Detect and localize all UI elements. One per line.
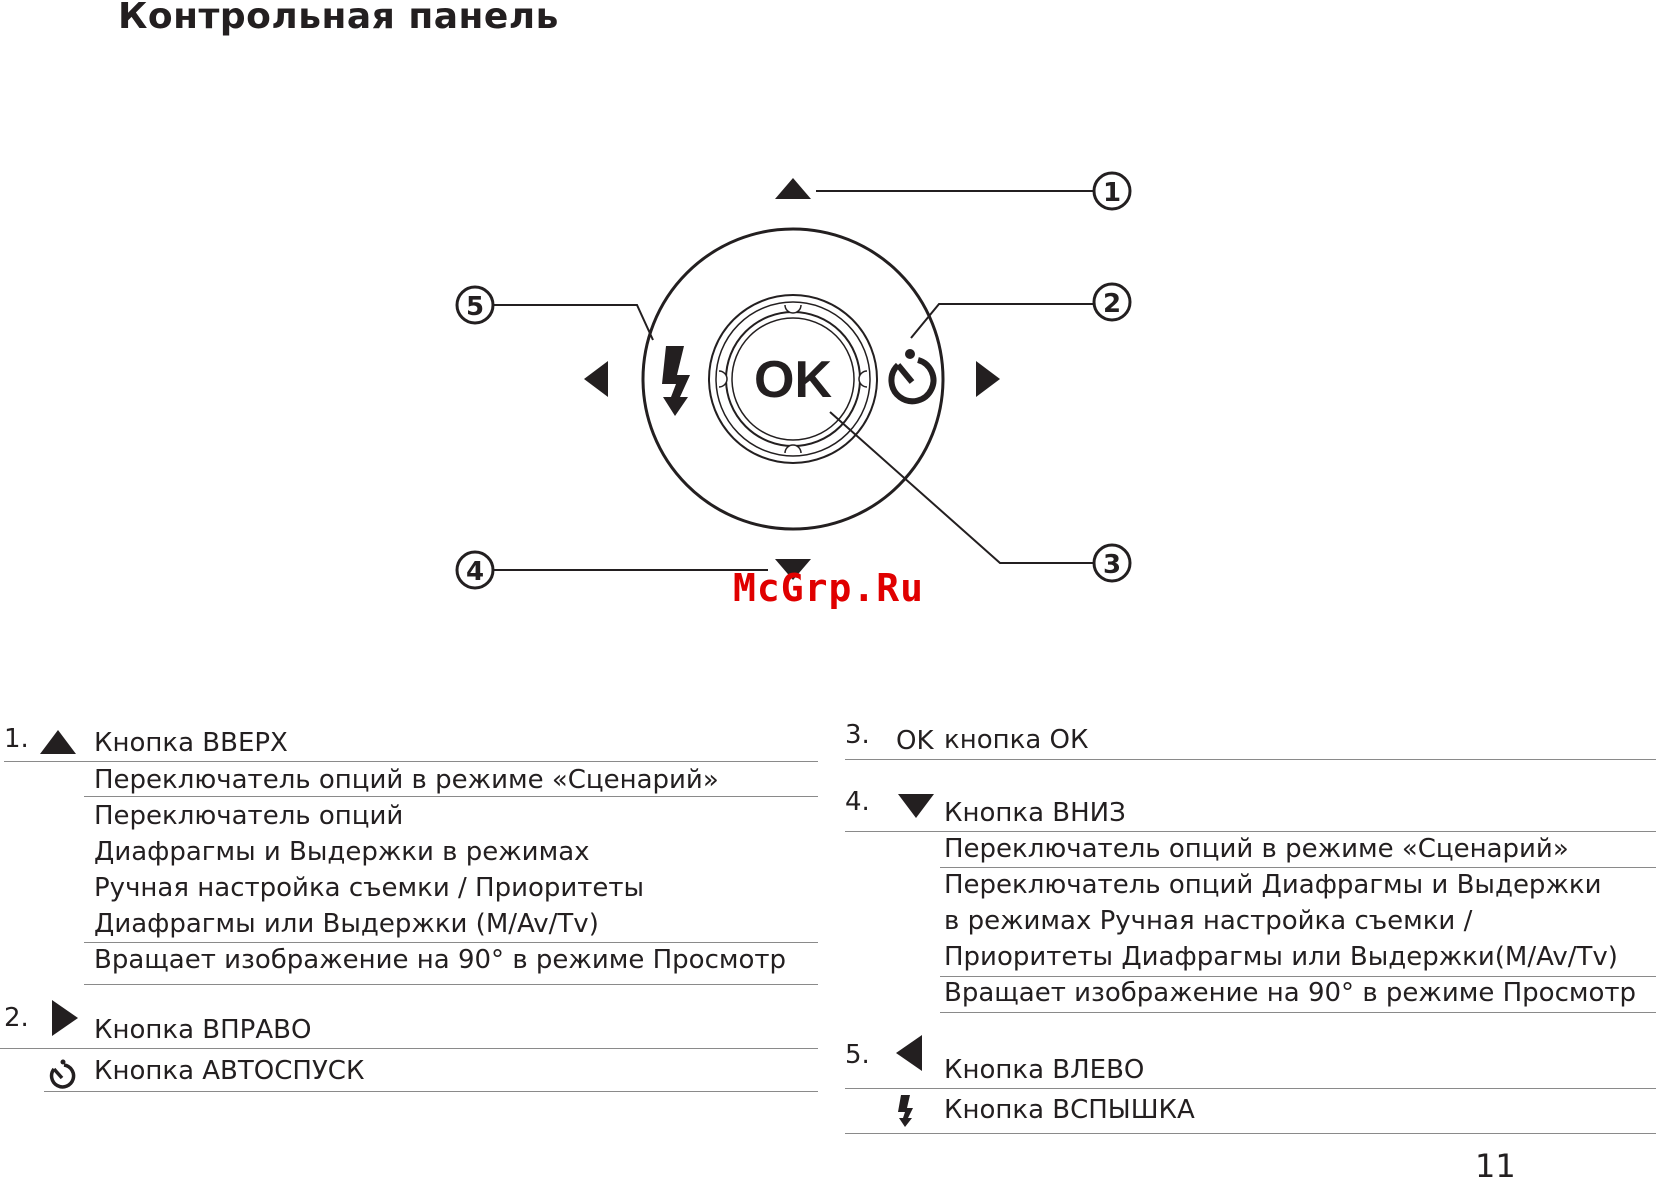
- divider: [4, 761, 818, 762]
- triangle-left-icon: [894, 1033, 924, 1073]
- item5-number: 5.: [845, 1040, 870, 1070]
- divider: [84, 984, 818, 985]
- arrow-left-icon: [584, 361, 608, 397]
- arrow-right-icon: [976, 361, 1000, 397]
- item4-line: Переключатель опций Диафрагмы и Выдержки: [944, 870, 1602, 900]
- item4-line: в режимах Ручная настройка съемки /: [944, 906, 1473, 936]
- item4-line: Вращает изображение на 90° в режиме Просмотр: [944, 978, 1637, 1008]
- item5-title: Кнопка ВЛЕВО: [944, 1055, 1145, 1085]
- svg-text:3: 3: [1102, 550, 1122, 580]
- svg-text:5: 5: [465, 292, 485, 322]
- item1-line: Вращает изображение на 90° в режиме Просмотр: [94, 945, 787, 975]
- flash-small-icon: [896, 1093, 918, 1129]
- svg-text:2: 2: [1102, 289, 1122, 319]
- item3-icon-text: OK: [896, 726, 934, 756]
- item3-number: 3.: [845, 720, 870, 750]
- triangle-up-icon: [38, 728, 78, 756]
- item2-subtitle: Кнопка АВТОСПУСК: [94, 1056, 365, 1086]
- divider: [845, 759, 1656, 760]
- item2-title: Кнопка ВПРАВО: [94, 1015, 312, 1045]
- page-number: 11: [1475, 1147, 1516, 1185]
- self-timer-icon: [891, 349, 933, 401]
- divider: [845, 831, 1656, 832]
- callout-3: [1094, 545, 1130, 581]
- item3-title: кнопка ОК: [944, 725, 1089, 755]
- divider: [44, 1091, 818, 1092]
- leader-2: [911, 304, 1096, 338]
- divider: [940, 1012, 1656, 1013]
- divider: [940, 867, 1656, 868]
- divider: [940, 976, 1656, 977]
- triangle-down-icon: [896, 792, 936, 820]
- item4-line: Переключатель опций в режиме «Сценарий»: [944, 834, 1569, 864]
- arrow-up-icon: [775, 178, 811, 199]
- divider: [84, 796, 818, 797]
- item1-number: 1.: [4, 724, 29, 754]
- item1-line: Диафрагмы и Выдержки в режимах: [94, 837, 590, 867]
- ok-button-label: OK: [754, 351, 832, 409]
- flash-icon: [662, 346, 690, 416]
- leader-5: [493, 305, 653, 340]
- item2-number: 2.: [4, 1003, 29, 1033]
- callout-4: [457, 552, 493, 588]
- divider: [0, 1048, 818, 1049]
- triangle-right-icon: [50, 998, 80, 1038]
- callout-5: [457, 287, 493, 323]
- divider: [845, 1088, 1656, 1089]
- item1-line: Переключатель опций в режиме «Сценарий»: [94, 765, 719, 795]
- item1-line: Ручная настройка съемки / Приоритеты: [94, 873, 645, 903]
- callout-2: [1094, 284, 1130, 320]
- item1-title: Кнопка ВВЕРХ: [94, 728, 288, 758]
- self-timer-small-icon: [45, 1057, 77, 1089]
- callout-1: [1094, 173, 1130, 209]
- item5-subtitle: Кнопка ВСПЫШКА: [944, 1095, 1195, 1125]
- item1-line: Переключатель опций: [94, 801, 404, 831]
- item4-line: Приоритеты Диафрагмы или Выдержки(M/Av/Tv): [944, 942, 1618, 972]
- leader-3: [830, 412, 1096, 563]
- item4-title: Кнопка ВНИЗ: [944, 798, 1126, 828]
- page-title: Контрольная панель: [118, 0, 559, 37]
- divider: [84, 942, 818, 943]
- item1-line: Диафрагмы или Выдержки (M/Av/Tv): [94, 909, 599, 939]
- watermark: McGrp.Ru: [733, 566, 925, 610]
- svg-text:1: 1: [1102, 178, 1122, 208]
- item4-number: 4.: [845, 787, 870, 817]
- svg-text:4: 4: [465, 557, 485, 587]
- divider: [845, 1133, 1656, 1134]
